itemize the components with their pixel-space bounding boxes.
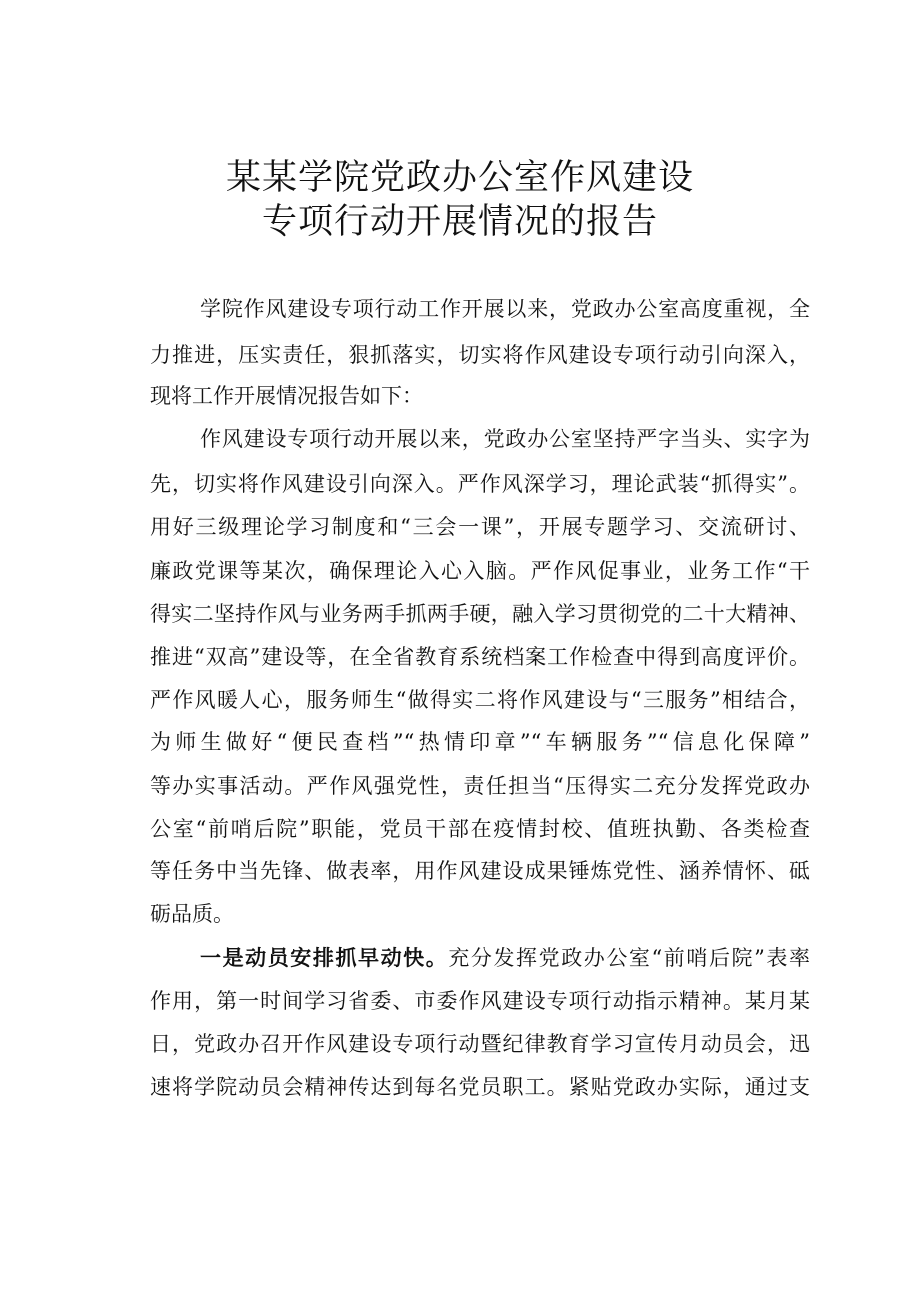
document-title-line-2: 专项行动开展情况的报告 [261, 202, 658, 242]
paragraph-2-line: 作风建设专项行动开展以来，党政办公室坚持严字当头、实字为 [200, 427, 810, 451]
paragraph-1-line: 力推进，压实责任，狠抓落实，切实将作风建设专项行动引向深入， [150, 343, 810, 367]
paragraph-2-line: 先，切实将作风建设引向深入。严作风深学习，理论武装“抓得实”。 [150, 472, 810, 496]
paragraph-3-line: 日，党政办召开作风建设专项行动暨纪律教育学习宣传月动员会，迅 [150, 1032, 810, 1056]
paragraph-1-line: 现将工作开展情况报告如下： [150, 384, 423, 408]
document-title-line-1: 某某学院党政办公室作风建设 [225, 158, 694, 198]
paragraph-2-line: 公室“前哨后院”职能，党员干部在疫情封校、值班执勤、各类检查 [150, 817, 810, 841]
paragraph-2-line: 用好三级理论学习制度和“三会一课”，开展专题学习、交流研讨、 [150, 515, 810, 539]
paragraph-3-line: 速将学院动员会精神传达到每名党员职工。紧贴党政办实际，通过支 [150, 1075, 810, 1099]
paragraph-2-line: 廉政党课等某次，确保理论入心入脑。严作风促事业，业务工作“干 [150, 559, 810, 583]
paragraph-2-line: 等任务中当先锋、做表率，用作风建设成果锤炼党性、涵养情怀、砥 [150, 859, 810, 883]
paragraph-2-line: 等办实事活动。严作风强党性，责任担当“压得实二充分发挥党政办 [150, 774, 810, 798]
paragraph-2-line: 严作风暖人心，服务师生“做得实二将作风建设与“三服务”相结合， [150, 688, 810, 712]
paragraph-1-line: 学院作风建设专项行动工作开展以来，党政办公室高度重视，全 [200, 297, 810, 321]
paragraph-3-first-rest: 充分发挥党政办公室“前哨后院”表率 [448, 946, 810, 970]
paragraph-2-line: 为师生做好“便民查档”“热情印章”“车辆服务”“信息化保障” [150, 730, 810, 754]
paragraph-2-line: 得实二坚持作风与业务两手抓两手硬，融入学习贯彻党的二十大精神、 [150, 602, 810, 626]
paragraph-3-first-line [200, 942, 810, 974]
paragraph-3-line: 作用，第一时间学习省委、市委作风建设专项行动指示精神。某月某 [150, 989, 810, 1013]
paragraph-2-line: 推进“双高”建设等，在全省教育系统档案工作检查中得到高度评价。 [150, 645, 810, 669]
paragraph-3-lead: 一是动员安排抓早动快。 [200, 946, 449, 970]
paragraph-2-line: 砺品质。 [150, 902, 234, 926]
